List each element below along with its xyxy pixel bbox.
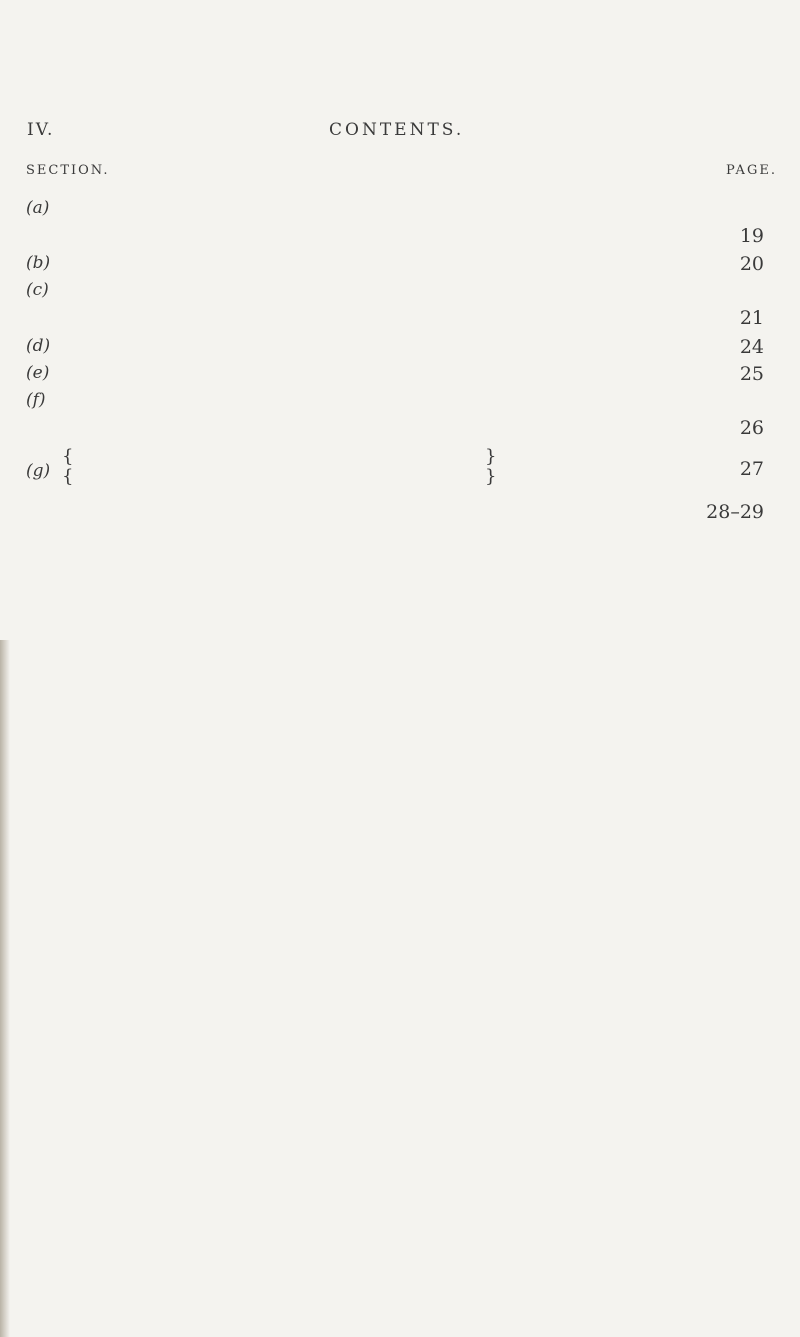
entry-letter: (f) — [26, 390, 46, 410]
section-column-label: SECTION. — [26, 163, 110, 178]
entry-page: 26 — [739, 417, 764, 439]
entry-letter: (b) — [26, 253, 51, 273]
entry-page: 27 — [739, 458, 764, 480]
right-brace-top: } — [485, 446, 497, 467]
entry-page: 21 — [739, 307, 764, 329]
toc-entry-g — [0, 446, 800, 502]
entry-page: 28–29 — [706, 501, 764, 523]
entry-page: 24 — [739, 336, 764, 358]
toc-entry-d — [0, 336, 800, 366]
page-title: CONTENTS. — [329, 120, 465, 140]
toc-entry-c-cont — [0, 307, 800, 337]
left-brace-bottom: { — [62, 466, 74, 487]
entry-letter: (d) — [26, 336, 51, 356]
entry-letter: (a) — [26, 198, 50, 218]
toc-entry-a — [0, 198, 800, 228]
toc-entry-f — [0, 390, 800, 420]
toc-entry-supplementary — [0, 501, 800, 531]
entry-letter: (e) — [26, 363, 50, 383]
page-folio: IV. — [27, 120, 55, 140]
entry-page: 20 — [739, 253, 764, 275]
toc-entry-c — [0, 280, 800, 310]
paper-edge-shadow — [0, 640, 10, 1337]
toc-entry-a-cont — [0, 225, 800, 255]
entry-letter: (g) — [26, 461, 51, 481]
entry-letter: (c) — [26, 280, 49, 300]
entry-page: 25 — [739, 363, 764, 385]
right-brace-bottom: } — [485, 466, 497, 487]
left-brace-top: { — [62, 446, 74, 467]
toc-entry-f-cont — [0, 417, 800, 447]
entry-page: 19 — [739, 225, 764, 247]
toc-entry-e — [0, 363, 800, 393]
page-column-label: PAGE. — [726, 163, 777, 178]
toc-entry-b — [0, 253, 800, 283]
